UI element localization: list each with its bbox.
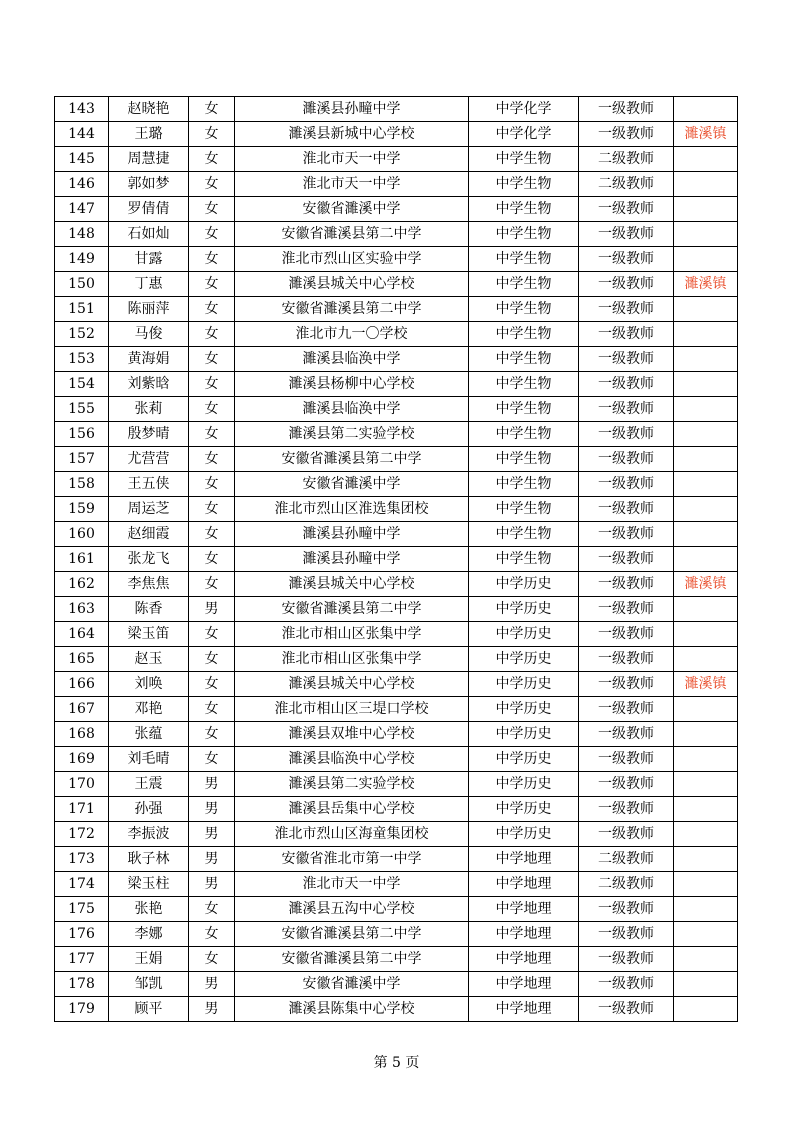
- gender-cell: 男: [189, 972, 235, 997]
- gender-cell: 女: [189, 397, 235, 422]
- subject-cell: 中学历史: [469, 772, 579, 797]
- row-number-cell: 150: [55, 272, 109, 297]
- subject-cell: 中学地理: [469, 897, 579, 922]
- teacher-name-cell: 邓艳: [109, 697, 189, 722]
- teacher-name-cell: 张龙飞: [109, 547, 189, 572]
- school-name-cell: 淮北市烈山区实验中学: [235, 247, 469, 272]
- subject-cell: 中学生物: [469, 322, 579, 347]
- row-number-cell: 144: [55, 122, 109, 147]
- school-name-cell: 濉溪县孙疃中学: [235, 547, 469, 572]
- teacher-name-cell: 刘唤: [109, 672, 189, 697]
- subject-cell: 中学地理: [469, 972, 579, 997]
- note-cell: [674, 347, 738, 372]
- gender-cell: 女: [189, 522, 235, 547]
- teacher-title-cell: 一级教师: [579, 272, 674, 297]
- subject-cell: 中学历史: [469, 572, 579, 597]
- teacher-name-cell: 梁玉笛: [109, 622, 189, 647]
- note-cell: [674, 822, 738, 847]
- gender-cell: 女: [189, 722, 235, 747]
- subject-cell: 中学地理: [469, 947, 579, 972]
- school-name-cell: 濉溪县城关中心学校: [235, 672, 469, 697]
- teacher-name-cell: 陈香: [109, 597, 189, 622]
- note-cell: [674, 597, 738, 622]
- note-cell: [674, 172, 738, 197]
- gender-cell: 女: [189, 272, 235, 297]
- subject-cell: 中学历史: [469, 622, 579, 647]
- gender-cell: 女: [189, 222, 235, 247]
- teacher-name-cell: 王璐: [109, 122, 189, 147]
- subject-cell: 中学历史: [469, 722, 579, 747]
- table-row: [55, 997, 738, 1022]
- table-row: [55, 247, 738, 272]
- subject-cell: 中学历史: [469, 647, 579, 672]
- note-cell: [674, 147, 738, 172]
- note-cell: [674, 622, 738, 647]
- note-cell: 濉溪镇: [674, 672, 738, 697]
- school-name-cell: 濉溪县孙疃中学: [235, 97, 469, 122]
- school-name-cell: 濉溪县城关中心学校: [235, 572, 469, 597]
- note-cell: [674, 697, 738, 722]
- gender-cell: 女: [189, 897, 235, 922]
- row-number-cell: 176: [55, 922, 109, 947]
- row-number-cell: 171: [55, 797, 109, 822]
- teacher-title-cell: 一级教师: [579, 722, 674, 747]
- row-number-cell: 172: [55, 822, 109, 847]
- note-cell: [674, 772, 738, 797]
- school-name-cell: 淮北市天一中学: [235, 172, 469, 197]
- teacher-title-cell: 二级教师: [579, 847, 674, 872]
- row-number-cell: 156: [55, 422, 109, 447]
- teacher-name-cell: 马俊: [109, 322, 189, 347]
- teacher-title-cell: 二级教师: [579, 147, 674, 172]
- row-number-cell: 178: [55, 972, 109, 997]
- teacher-name-cell: 李娜: [109, 922, 189, 947]
- note-cell: 濉溪镇: [674, 572, 738, 597]
- gender-cell: 女: [189, 547, 235, 572]
- subject-cell: 中学生物: [469, 372, 579, 397]
- subject-cell: 中学历史: [469, 822, 579, 847]
- teacher-name-cell: 梁玉柱: [109, 872, 189, 897]
- gender-cell: 女: [189, 147, 235, 172]
- teacher-name-cell: 王娟: [109, 947, 189, 972]
- table-row: [55, 672, 738, 697]
- subject-cell: 中学化学: [469, 97, 579, 122]
- row-number-cell: 164: [55, 622, 109, 647]
- teacher-title-cell: 一级教师: [579, 497, 674, 522]
- teacher-title-cell: 一级教师: [579, 422, 674, 447]
- gender-cell: 女: [189, 472, 235, 497]
- teacher-title-cell: 二级教师: [579, 872, 674, 897]
- teacher-name-cell: 丁惠: [109, 272, 189, 297]
- row-number-cell: 163: [55, 597, 109, 622]
- teacher-name-cell: 周运芝: [109, 497, 189, 522]
- table-row: [55, 847, 738, 872]
- note-cell: [674, 472, 738, 497]
- teacher-title-cell: 一级教师: [579, 647, 674, 672]
- row-number-cell: 161: [55, 547, 109, 572]
- teacher-title-cell: 一级教师: [579, 797, 674, 822]
- teacher-title-cell: 一级教师: [579, 622, 674, 647]
- gender-cell: 女: [189, 697, 235, 722]
- teacher-title-cell: 一级教师: [579, 472, 674, 497]
- teacher-name-cell: 顾平: [109, 997, 189, 1022]
- teacher-name-cell: 陈丽萍: [109, 297, 189, 322]
- table-row: [55, 97, 738, 122]
- subject-cell: 中学历史: [469, 797, 579, 822]
- subject-cell: 中学生物: [469, 147, 579, 172]
- teacher-name-cell: 张艳: [109, 897, 189, 922]
- note-cell: 濉溪镇: [674, 122, 738, 147]
- table-row: [55, 272, 738, 297]
- teacher-name-cell: 王震: [109, 772, 189, 797]
- note-cell: [674, 797, 738, 822]
- table-row: [55, 197, 738, 222]
- note-cell: [674, 447, 738, 472]
- subject-cell: 中学生物: [469, 222, 579, 247]
- table-row: [55, 397, 738, 422]
- note-cell: [674, 547, 738, 572]
- table-row: [55, 747, 738, 772]
- teacher-title-cell: 一级教师: [579, 547, 674, 572]
- table-row: [55, 922, 738, 947]
- gender-cell: 女: [189, 922, 235, 947]
- row-number-cell: 175: [55, 897, 109, 922]
- teacher-name-cell: 殷梦晴: [109, 422, 189, 447]
- subject-cell: 中学生物: [469, 497, 579, 522]
- school-name-cell: 濉溪县第二实验学校: [235, 772, 469, 797]
- note-cell: [674, 497, 738, 522]
- teacher-title-cell: 一级教师: [579, 822, 674, 847]
- row-number-cell: 162: [55, 572, 109, 597]
- teacher-title-cell: 一级教师: [579, 522, 674, 547]
- teacher-title-cell: 一级教师: [579, 372, 674, 397]
- teacher-title-cell: 一级教师: [579, 247, 674, 272]
- school-name-cell: 淮北市天一中学: [235, 147, 469, 172]
- gender-cell: 女: [189, 497, 235, 522]
- gender-cell: 女: [189, 97, 235, 122]
- subject-cell: 中学生物: [469, 247, 579, 272]
- teacher-name-cell: 赵细霞: [109, 522, 189, 547]
- subject-cell: 中学历史: [469, 697, 579, 722]
- teacher-name-cell: 罗倩倩: [109, 197, 189, 222]
- teacher-title-cell: 一级教师: [579, 447, 674, 472]
- teacher-title-cell: 一级教师: [579, 772, 674, 797]
- gender-cell: 男: [189, 997, 235, 1022]
- table-row: [55, 422, 738, 447]
- teacher-name-cell: 张蕴: [109, 722, 189, 747]
- school-name-cell: 濉溪县岳集中心学校: [235, 797, 469, 822]
- gender-cell: 男: [189, 797, 235, 822]
- teacher-name-cell: 孙强: [109, 797, 189, 822]
- note-cell: [674, 522, 738, 547]
- row-number-cell: 147: [55, 197, 109, 222]
- note-cell: [674, 947, 738, 972]
- table-row: [55, 497, 738, 522]
- teacher-name-cell: 郭如梦: [109, 172, 189, 197]
- teacher-name-cell: 刘紫晗: [109, 372, 189, 397]
- note-cell: [674, 247, 738, 272]
- school-name-cell: 安徽省濉溪县第二中学: [235, 222, 469, 247]
- table-row: [55, 447, 738, 472]
- school-name-cell: 濉溪县五沟中心学校: [235, 897, 469, 922]
- school-name-cell: 淮北市烈山区海童集团校: [235, 822, 469, 847]
- school-name-cell: 濉溪县临涣中学: [235, 347, 469, 372]
- row-number-cell: 160: [55, 522, 109, 547]
- school-name-cell: 安徽省濉溪县第二中学: [235, 297, 469, 322]
- table-row: [55, 147, 738, 172]
- teacher-title-cell: 一级教师: [579, 397, 674, 422]
- note-cell: [674, 972, 738, 997]
- gender-cell: 女: [189, 122, 235, 147]
- table-row: [55, 947, 738, 972]
- row-number-cell: 174: [55, 872, 109, 897]
- note-cell: [674, 897, 738, 922]
- teacher-name-cell: 黄海娟: [109, 347, 189, 372]
- table-row: [55, 597, 738, 622]
- note-cell: [674, 372, 738, 397]
- note-cell: [674, 197, 738, 222]
- subject-cell: 中学生物: [469, 397, 579, 422]
- teacher-name-cell: 耿子林: [109, 847, 189, 872]
- teacher-title-cell: 一级教师: [579, 672, 674, 697]
- row-number-cell: 152: [55, 322, 109, 347]
- teacher-title-cell: 一级教师: [579, 897, 674, 922]
- teacher-name-cell: 尤营营: [109, 447, 189, 472]
- teacher-name-cell: 张莉: [109, 397, 189, 422]
- note-cell: [674, 422, 738, 447]
- teacher-name-cell: 赵晓艳: [109, 97, 189, 122]
- school-name-cell: 安徽省濉溪中学: [235, 972, 469, 997]
- row-number-cell: 177: [55, 947, 109, 972]
- school-name-cell: 淮北市相山区张集中学: [235, 622, 469, 647]
- school-name-cell: 淮北市天一中学: [235, 872, 469, 897]
- table-row: [55, 772, 738, 797]
- school-name-cell: 安徽省濉溪县第二中学: [235, 922, 469, 947]
- teacher-title-cell: 一级教师: [579, 347, 674, 372]
- teacher-title-cell: 一级教师: [579, 97, 674, 122]
- subject-cell: 中学生物: [469, 197, 579, 222]
- note-cell: [674, 297, 738, 322]
- row-number-cell: 148: [55, 222, 109, 247]
- subject-cell: 中学生物: [469, 522, 579, 547]
- school-name-cell: 淮北市烈山区淮选集团校: [235, 497, 469, 522]
- gender-cell: 女: [189, 572, 235, 597]
- note-cell: [674, 747, 738, 772]
- subject-cell: 中学地理: [469, 872, 579, 897]
- teacher-name-cell: 赵玉: [109, 647, 189, 672]
- roster-table: [54, 96, 738, 1022]
- subject-cell: 中学化学: [469, 122, 579, 147]
- teacher-title-cell: 一级教师: [579, 922, 674, 947]
- school-name-cell: 安徽省濉溪中学: [235, 197, 469, 222]
- row-number-cell: 179: [55, 997, 109, 1022]
- gender-cell: 男: [189, 772, 235, 797]
- teacher-title-cell: 一级教师: [579, 572, 674, 597]
- note-cell: [674, 322, 738, 347]
- teacher-name-cell: 李焦焦: [109, 572, 189, 597]
- subject-cell: 中学生物: [469, 347, 579, 372]
- school-name-cell: 安徽省濉溪县第二中学: [235, 597, 469, 622]
- row-number-cell: 157: [55, 447, 109, 472]
- table-row: [55, 872, 738, 897]
- gender-cell: 女: [189, 747, 235, 772]
- teacher-title-cell: 一级教师: [579, 972, 674, 997]
- row-number-cell: 165: [55, 647, 109, 672]
- teacher-title-cell: 一级教师: [579, 197, 674, 222]
- teacher-name-cell: 刘毛晴: [109, 747, 189, 772]
- subject-cell: 中学生物: [469, 297, 579, 322]
- note-cell: [674, 847, 738, 872]
- table-row: [55, 572, 738, 597]
- school-name-cell: 濉溪县临涣中学: [235, 397, 469, 422]
- gender-cell: 女: [189, 247, 235, 272]
- teacher-title-cell: 一级教师: [579, 597, 674, 622]
- table-row: [55, 347, 738, 372]
- table-row: [55, 222, 738, 247]
- row-number-cell: 143: [55, 97, 109, 122]
- note-cell: [674, 397, 738, 422]
- gender-cell: 女: [189, 172, 235, 197]
- row-number-cell: 151: [55, 297, 109, 322]
- note-cell: 濉溪镇: [674, 272, 738, 297]
- subject-cell: 中学生物: [469, 447, 579, 472]
- note-cell: [674, 97, 738, 122]
- note-cell: [674, 722, 738, 747]
- teacher-title-cell: 一级教师: [579, 297, 674, 322]
- teacher-title-cell: 一级教师: [579, 122, 674, 147]
- table-row: [55, 547, 738, 572]
- gender-cell: 女: [189, 647, 235, 672]
- school-name-cell: 濉溪县陈集中心学校: [235, 997, 469, 1022]
- school-name-cell: 安徽省淮北市第一中学: [235, 847, 469, 872]
- note-cell: [674, 997, 738, 1022]
- teacher-title-cell: 一级教师: [579, 947, 674, 972]
- table-row: [55, 647, 738, 672]
- teacher-name-cell: 周慧捷: [109, 147, 189, 172]
- teacher-title-cell: 一级教师: [579, 747, 674, 772]
- gender-cell: 女: [189, 197, 235, 222]
- school-name-cell: 濉溪县新城中心学校: [235, 122, 469, 147]
- school-name-cell: 濉溪县杨柳中心学校: [235, 372, 469, 397]
- note-cell: [674, 922, 738, 947]
- teacher-name-cell: 李振波: [109, 822, 189, 847]
- school-name-cell: 安徽省濉溪县第二中学: [235, 447, 469, 472]
- subject-cell: 中学地理: [469, 922, 579, 947]
- gender-cell: 男: [189, 822, 235, 847]
- subject-cell: 中学历史: [469, 672, 579, 697]
- row-number-cell: 153: [55, 347, 109, 372]
- table-row: [55, 472, 738, 497]
- row-number-cell: 169: [55, 747, 109, 772]
- note-cell: [674, 222, 738, 247]
- subject-cell: 中学历史: [469, 597, 579, 622]
- gender-cell: 女: [189, 622, 235, 647]
- school-name-cell: 濉溪县临涣中心学校: [235, 747, 469, 772]
- teacher-name-cell: 邹凯: [109, 972, 189, 997]
- subject-cell: 中学生物: [469, 472, 579, 497]
- subject-cell: 中学历史: [469, 747, 579, 772]
- subject-cell: 中学地理: [469, 997, 579, 1022]
- teacher-name-cell: 石如灿: [109, 222, 189, 247]
- subject-cell: 中学生物: [469, 172, 579, 197]
- subject-cell: 中学地理: [469, 847, 579, 872]
- table-row: [55, 972, 738, 997]
- school-name-cell: 濉溪县城关中心学校: [235, 272, 469, 297]
- roster-body: [55, 97, 738, 1022]
- school-name-cell: 濉溪县孙疃中学: [235, 522, 469, 547]
- row-number-cell: 167: [55, 697, 109, 722]
- teacher-title-cell: 一级教师: [579, 322, 674, 347]
- row-number-cell: 170: [55, 772, 109, 797]
- subject-cell: 中学生物: [469, 272, 579, 297]
- gender-cell: 男: [189, 847, 235, 872]
- teacher-title-cell: 一级教师: [579, 222, 674, 247]
- teacher-name-cell: 甘露: [109, 247, 189, 272]
- school-name-cell: 淮北市相山区张集中学: [235, 647, 469, 672]
- gender-cell: 男: [189, 597, 235, 622]
- teacher-name-cell: 王五侠: [109, 472, 189, 497]
- school-name-cell: 濉溪县双堆中心学校: [235, 722, 469, 747]
- table-row: [55, 172, 738, 197]
- table-row: [55, 122, 738, 147]
- note-cell: [674, 647, 738, 672]
- subject-cell: 中学生物: [469, 547, 579, 572]
- gender-cell: 女: [189, 297, 235, 322]
- table-row: [55, 797, 738, 822]
- table-row: [55, 897, 738, 922]
- row-number-cell: 155: [55, 397, 109, 422]
- teacher-title-cell: 二级教师: [579, 172, 674, 197]
- row-number-cell: 146: [55, 172, 109, 197]
- school-name-cell: 安徽省濉溪县第二中学: [235, 947, 469, 972]
- table-row: [55, 722, 738, 747]
- table-row: [55, 622, 738, 647]
- gender-cell: 女: [189, 372, 235, 397]
- row-number-cell: 159: [55, 497, 109, 522]
- note-cell: [674, 872, 738, 897]
- school-name-cell: 淮北市相山区三堤口学校: [235, 697, 469, 722]
- gender-cell: 女: [189, 947, 235, 972]
- subject-cell: 中学生物: [469, 422, 579, 447]
- gender-cell: 女: [189, 672, 235, 697]
- gender-cell: 女: [189, 322, 235, 347]
- gender-cell: 女: [189, 422, 235, 447]
- table-row: [55, 322, 738, 347]
- page-number: 第 5 页: [373, 1055, 420, 1071]
- gender-cell: 男: [189, 872, 235, 897]
- row-number-cell: 158: [55, 472, 109, 497]
- school-name-cell: 淮北市九一〇学校: [235, 322, 469, 347]
- gender-cell: 女: [189, 347, 235, 372]
- teacher-title-cell: 一级教师: [579, 697, 674, 722]
- table-row: [55, 697, 738, 722]
- row-number-cell: 149: [55, 247, 109, 272]
- table-row: [55, 297, 738, 322]
- table-row: [55, 822, 738, 847]
- row-number-cell: 154: [55, 372, 109, 397]
- teacher-title-cell: 一级教师: [579, 997, 674, 1022]
- row-number-cell: 168: [55, 722, 109, 747]
- row-number-cell: 166: [55, 672, 109, 697]
- row-number-cell: 173: [55, 847, 109, 872]
- school-name-cell: 安徽省濉溪中学: [235, 472, 469, 497]
- table-row: [55, 522, 738, 547]
- gender-cell: 女: [189, 447, 235, 472]
- school-name-cell: 濉溪县第二实验学校: [235, 422, 469, 447]
- table-row: [55, 372, 738, 397]
- row-number-cell: 145: [55, 147, 109, 172]
